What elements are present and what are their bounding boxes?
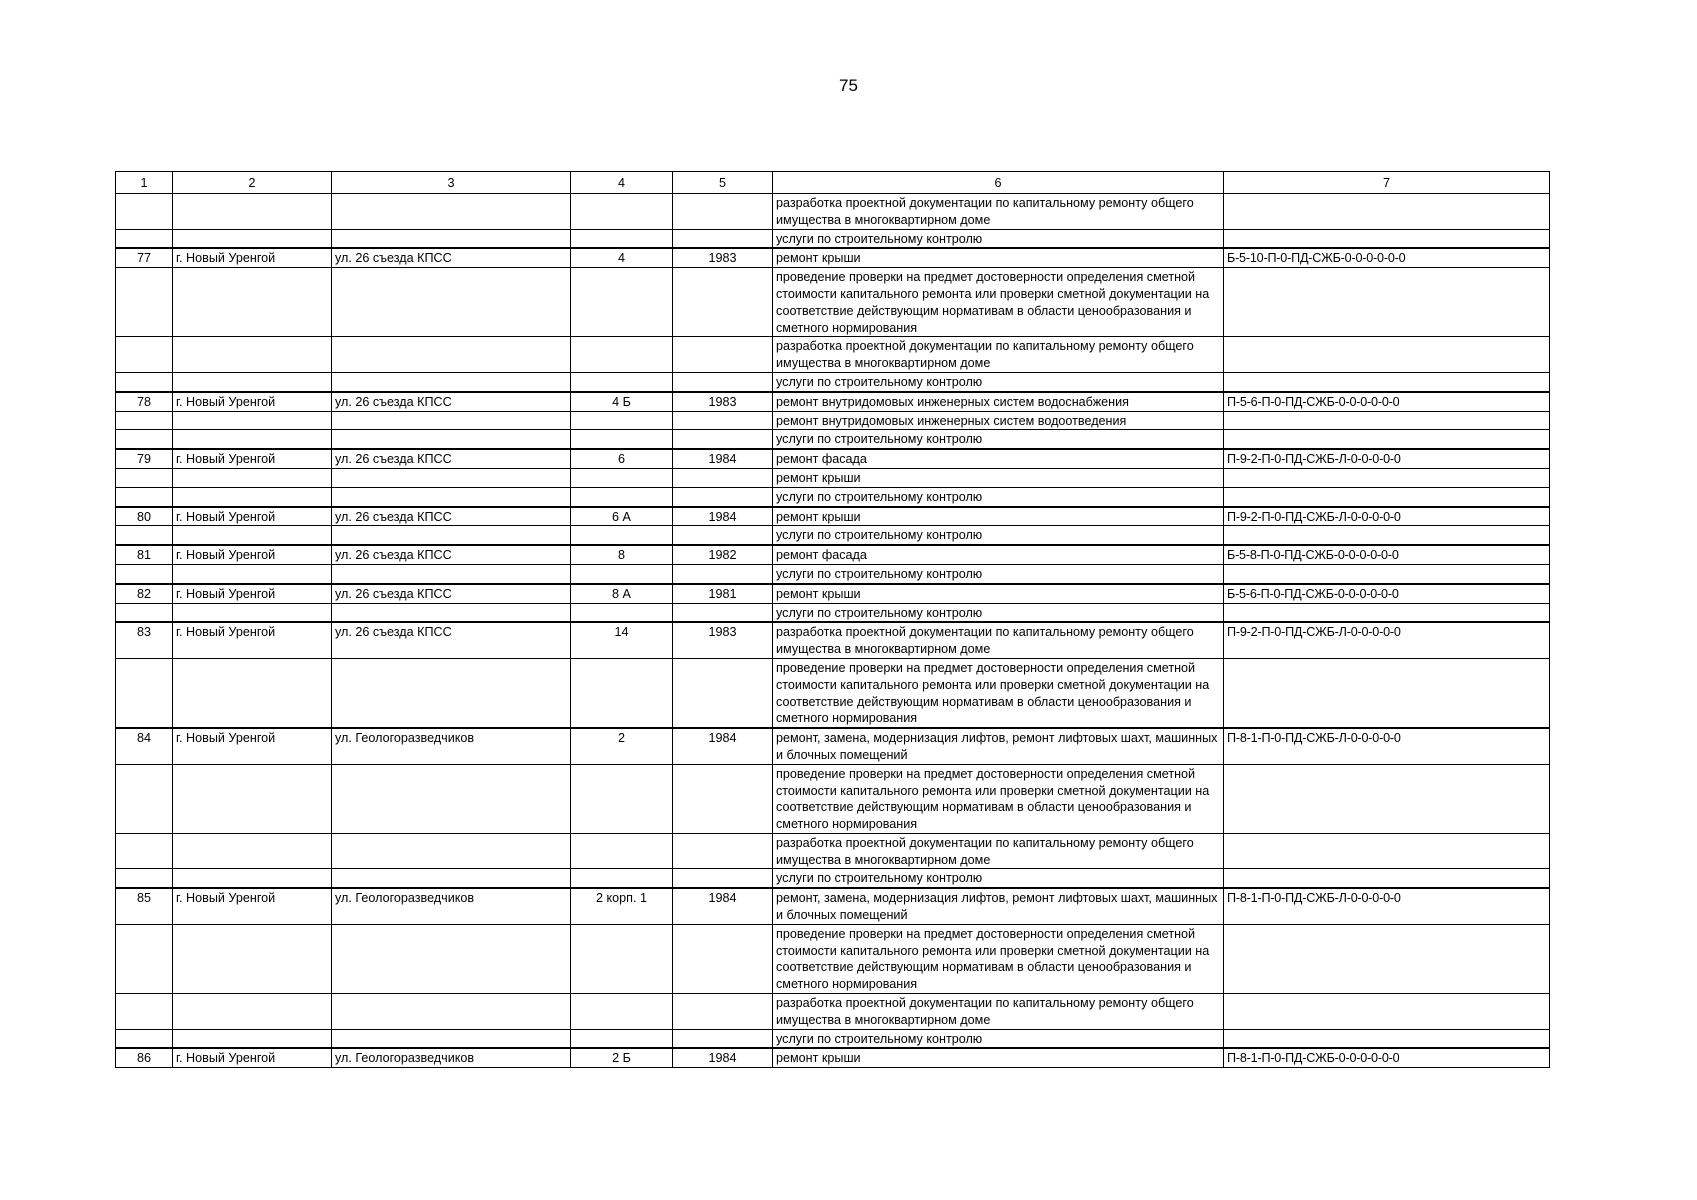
cell-city: г. Новый Уренгой: [173, 622, 332, 658]
header-col-6: 6: [773, 172, 1224, 194]
cell-city: [173, 603, 332, 622]
cell-street: [332, 411, 571, 430]
cell-work-type: услуги по строительному контролю: [773, 229, 1224, 248]
cell-city: [173, 924, 332, 993]
cell-year: [673, 268, 773, 337]
cell-number: [116, 229, 173, 248]
cell-city: г. Новый Уренгой: [173, 545, 332, 564]
cell-city: г. Новый Уренгой: [173, 449, 332, 468]
cell-building-code: [1224, 430, 1550, 449]
cell-number: 84: [116, 728, 173, 764]
cell-house: 2 корп. 1: [571, 888, 673, 924]
cell-year: [673, 764, 773, 833]
cell-house: 6 А: [571, 507, 673, 526]
cell-year: 1983: [673, 248, 773, 267]
cell-building-code: [1224, 564, 1550, 583]
cell-city: г. Новый Уренгой: [173, 1048, 332, 1067]
cell-city: [173, 764, 332, 833]
cell-year: 1983: [673, 392, 773, 411]
cell-house: [571, 194, 673, 230]
table-row: [116, 337, 1550, 373]
cell-work-type: ремонт, замена, модернизация лифтов, ремонт лифтовых шахт, машинных и блочных помещений: [773, 728, 1224, 764]
table-header: [116, 172, 1550, 194]
cell-year: 1981: [673, 584, 773, 603]
table-row: [116, 764, 1550, 833]
cell-building-code: [1224, 526, 1550, 545]
table-row: [116, 564, 1550, 583]
cell-year: 1984: [673, 888, 773, 924]
cell-house: [571, 468, 673, 487]
cell-building-code: [1224, 268, 1550, 337]
cell-building-code: [1224, 764, 1550, 833]
cell-building-code: [1224, 994, 1550, 1030]
cell-city: [173, 430, 332, 449]
cell-house: 2: [571, 728, 673, 764]
cell-street: [332, 994, 571, 1030]
table-row: [116, 392, 1550, 411]
cell-number: 82: [116, 584, 173, 603]
cell-work-type: ремонт, замена, модернизация лифтов, ремонт лифтовых шахт, машинных и блочных помещений: [773, 888, 1224, 924]
page-number: 75: [839, 76, 858, 95]
cell-number: [116, 1029, 173, 1048]
cell-work-type: услуги по строительному контролю: [773, 487, 1224, 506]
cell-work-type: проведение проверки на предмет достоверности определения сметной стоимости капитального ремонта или проверки сметной документации на соответствие действующим нормативам в области ценообразования и сметного нормирования: [773, 268, 1224, 337]
cell-building-code: Б-5-6-П-0-ПД-СЖБ-0-0-0-0-0-0: [1224, 584, 1550, 603]
cell-city: [173, 833, 332, 869]
cell-year: [673, 924, 773, 993]
cell-house: [571, 564, 673, 583]
cell-work-type: ремонт фасада: [773, 545, 1224, 564]
cell-work-type: услуги по строительному контролю: [773, 372, 1224, 391]
cell-number: [116, 372, 173, 391]
table-row: [116, 658, 1550, 728]
table-row: [116, 1048, 1550, 1067]
cell-building-code: П-9-2-П-0-ПД-СЖБ-Л-0-0-0-0-0: [1224, 449, 1550, 468]
cell-year: [673, 603, 773, 622]
cell-street: [332, 468, 571, 487]
cell-work-type: разработка проектной документации по капитальному ремонту общего имущества в многоквартирном доме: [773, 833, 1224, 869]
cell-number: [116, 337, 173, 373]
cell-house: [571, 658, 673, 728]
cell-number: [116, 468, 173, 487]
cell-city: г. Новый Уренгой: [173, 392, 332, 411]
cell-building-code: [1224, 833, 1550, 869]
table-row: [116, 526, 1550, 545]
table-row: [116, 268, 1550, 337]
cell-city: [173, 468, 332, 487]
cell-house: [571, 229, 673, 248]
cell-city: г. Новый Уренгой: [173, 888, 332, 924]
cell-city: [173, 268, 332, 337]
cell-year: [673, 869, 773, 888]
cell-city: [173, 487, 332, 506]
cell-building-code: П-8-1-П-0-ПД-СЖБ-0-0-0-0-0-0: [1224, 1048, 1550, 1067]
cell-work-type: ремонт крыши: [773, 248, 1224, 267]
cell-year: [673, 411, 773, 430]
header-row: [116, 172, 1550, 194]
cell-street: ул. 26 съезда КПСС: [332, 392, 571, 411]
cell-year: [673, 994, 773, 1030]
cell-house: [571, 603, 673, 622]
cell-number: 86: [116, 1048, 173, 1067]
cell-city: [173, 229, 332, 248]
table-row: [116, 372, 1550, 391]
cell-work-type: ремонт крыши: [773, 584, 1224, 603]
table-row: [116, 545, 1550, 564]
cell-street: ул. 26 съезда КПСС: [332, 545, 571, 564]
table-row: [116, 229, 1550, 248]
cell-year: [673, 658, 773, 728]
cell-house: 8 А: [571, 584, 673, 603]
cell-work-type: ремонт крыши: [773, 1048, 1224, 1067]
header-col-5: 5: [673, 172, 773, 194]
cell-work-type: проведение проверки на предмет достоверности определения сметной стоимости капитального ремонта или проверки сметной документации на соответствие действующим нормативам в области ценообразования и сметного нормирования: [773, 764, 1224, 833]
cell-work-type: разработка проектной документации по капитальному ремонту общего имущества в многоквартирном доме: [773, 194, 1224, 230]
cell-year: 1982: [673, 545, 773, 564]
cell-city: [173, 1029, 332, 1048]
cell-street: ул. 26 съезда КПСС: [332, 449, 571, 468]
cell-work-type: услуги по строительному контролю: [773, 526, 1224, 545]
cell-year: 1983: [673, 622, 773, 658]
cell-number: 85: [116, 888, 173, 924]
cell-number: [116, 564, 173, 583]
table-row: [116, 430, 1550, 449]
cell-work-type: ремонт крыши: [773, 468, 1224, 487]
cell-house: 8: [571, 545, 673, 564]
cell-building-code: П-9-2-П-0-ПД-СЖБ-Л-0-0-0-0-0: [1224, 622, 1550, 658]
cell-street: [332, 372, 571, 391]
cell-house: 14: [571, 622, 673, 658]
cell-number: [116, 924, 173, 993]
cell-number: [116, 268, 173, 337]
cell-street: ул. 26 съезда КПСС: [332, 622, 571, 658]
cell-number: [116, 658, 173, 728]
cell-building-code: [1224, 337, 1550, 373]
cell-street: [332, 337, 571, 373]
cell-city: [173, 526, 332, 545]
cell-house: [571, 487, 673, 506]
cell-work-type: разработка проектной документации по капитальному ремонту общего имущества в многоквартирном доме: [773, 337, 1224, 373]
cell-work-type: услуги по строительному контролю: [773, 603, 1224, 622]
cell-building-code: [1224, 194, 1550, 230]
cell-city: г. Новый Уренгой: [173, 507, 332, 526]
cell-street: [332, 229, 571, 248]
cell-work-type: ремонт крыши: [773, 507, 1224, 526]
cell-street: [332, 603, 571, 622]
cell-number: 81: [116, 545, 173, 564]
table-row: [116, 622, 1550, 658]
cell-building-code: [1224, 1029, 1550, 1048]
cell-work-type: ремонт внутридомовых инженерных систем водоотведения: [773, 411, 1224, 430]
cell-work-type: ремонт внутридомовых инженерных систем водоснабжения: [773, 392, 1224, 411]
repair-register-table: [115, 171, 1550, 1068]
cell-building-code: [1224, 658, 1550, 728]
cell-number: [116, 603, 173, 622]
table-row: [116, 507, 1550, 526]
cell-building-code: [1224, 229, 1550, 248]
cell-city: [173, 869, 332, 888]
cell-street: ул. 26 съезда КПСС: [332, 507, 571, 526]
header-col-3: 3: [332, 172, 571, 194]
cell-house: 6: [571, 449, 673, 468]
cell-city: [173, 564, 332, 583]
cell-house: 4 Б: [571, 392, 673, 411]
cell-work-type: услуги по строительному контролю: [773, 564, 1224, 583]
cell-year: [673, 1029, 773, 1048]
header-col-1: 1: [116, 172, 173, 194]
cell-building-code: П-8-1-П-0-ПД-СЖБ-Л-0-0-0-0-0: [1224, 728, 1550, 764]
table-row: [116, 194, 1550, 230]
cell-street: [332, 833, 571, 869]
table-row: [116, 603, 1550, 622]
cell-street: ул. Геологоразведчиков: [332, 728, 571, 764]
cell-city: [173, 337, 332, 373]
cell-year: [673, 430, 773, 449]
cell-city: г. Новый Уренгой: [173, 248, 332, 267]
cell-building-code: [1224, 603, 1550, 622]
cell-number: [116, 430, 173, 449]
cell-work-type: разработка проектной документации по капитальному ремонту общего имущества в многоквартирном доме: [773, 994, 1224, 1030]
cell-year: 1984: [673, 507, 773, 526]
table-row: [116, 1029, 1550, 1048]
cell-city: [173, 994, 332, 1030]
cell-street: [332, 564, 571, 583]
table-row: [116, 869, 1550, 888]
cell-house: [571, 764, 673, 833]
cell-city: [173, 658, 332, 728]
cell-house: [571, 1029, 673, 1048]
cell-number: [116, 994, 173, 1030]
table-row: [116, 728, 1550, 764]
cell-street: [332, 268, 571, 337]
cell-city: [173, 194, 332, 230]
cell-number: 83: [116, 622, 173, 658]
cell-street: [332, 764, 571, 833]
cell-building-code: Б-5-10-П-0-ПД-СЖБ-0-0-0-0-0-0: [1224, 248, 1550, 267]
cell-number: 77: [116, 248, 173, 267]
cell-year: [673, 526, 773, 545]
cell-street: [332, 526, 571, 545]
cell-street: [332, 487, 571, 506]
cell-house: [571, 268, 673, 337]
cell-house: [571, 869, 673, 888]
cell-street: [332, 924, 571, 993]
cell-work-type: разработка проектной документации по капитальному ремонту общего имущества в многоквартирном доме: [773, 622, 1224, 658]
cell-year: [673, 194, 773, 230]
cell-house: [571, 411, 673, 430]
cell-street: [332, 658, 571, 728]
table-row: [116, 888, 1550, 924]
table-body: [116, 194, 1550, 1068]
cell-number: [116, 526, 173, 545]
table-row: [116, 924, 1550, 993]
cell-number: [116, 487, 173, 506]
cell-work-type: услуги по строительному контролю: [773, 430, 1224, 449]
table-row: [116, 833, 1550, 869]
cell-building-code: [1224, 924, 1550, 993]
table-row: [116, 487, 1550, 506]
cell-year: [673, 833, 773, 869]
table-row: [116, 248, 1550, 267]
cell-number: [116, 764, 173, 833]
cell-house: [571, 994, 673, 1030]
table-row: [116, 584, 1550, 603]
cell-work-type: ремонт фасада: [773, 449, 1224, 468]
cell-building-code: П-8-1-П-0-ПД-СЖБ-Л-0-0-0-0-0: [1224, 888, 1550, 924]
cell-street: [332, 194, 571, 230]
cell-year: [673, 229, 773, 248]
cell-house: [571, 833, 673, 869]
cell-house: 4: [571, 248, 673, 267]
cell-number: [116, 869, 173, 888]
cell-street: [332, 430, 571, 449]
cell-year: 1984: [673, 1048, 773, 1067]
cell-street: ул. 26 съезда КПСС: [332, 248, 571, 267]
cell-building-code: [1224, 869, 1550, 888]
cell-house: [571, 372, 673, 391]
cell-city: г. Новый Уренгой: [173, 584, 332, 603]
cell-street: ул. Геологоразведчиков: [332, 1048, 571, 1067]
cell-building-code: [1224, 372, 1550, 391]
cell-city: г. Новый Уренгой: [173, 728, 332, 764]
cell-number: 80: [116, 507, 173, 526]
table-row: [116, 468, 1550, 487]
cell-number: [116, 411, 173, 430]
cell-house: [571, 526, 673, 545]
cell-year: [673, 564, 773, 583]
cell-building-code: [1224, 487, 1550, 506]
header-col-7: 7: [1224, 172, 1550, 194]
cell-work-type: услуги по строительному контролю: [773, 869, 1224, 888]
cell-building-code: П-5-6-П-0-ПД-СЖБ-0-0-0-0-0-0: [1224, 392, 1550, 411]
cell-street: ул. Геологоразведчиков: [332, 888, 571, 924]
cell-work-type: проведение проверки на предмет достоверности определения сметной стоимости капитального ремонта или проверки сметной документации на соответствие действующим нормативам в области ценообразования и сметного нормирования: [773, 924, 1224, 993]
cell-number: [116, 194, 173, 230]
cell-street: ул. 26 съезда КПСС: [332, 584, 571, 603]
cell-year: [673, 337, 773, 373]
cell-year: 1984: [673, 449, 773, 468]
cell-number: [116, 833, 173, 869]
cell-work-type: проведение проверки на предмет достоверности определения сметной стоимости капитального ремонта или проверки сметной документации на соответствие действующим нормативам в области ценообразования и сметного нормирования: [773, 658, 1224, 728]
header-col-4: 4: [571, 172, 673, 194]
cell-year: [673, 487, 773, 506]
cell-work-type: услуги по строительному контролю: [773, 1029, 1224, 1048]
cell-street: [332, 1029, 571, 1048]
table-row: [116, 411, 1550, 430]
cell-building-code: П-9-2-П-0-ПД-СЖБ-Л-0-0-0-0-0: [1224, 507, 1550, 526]
cell-building-code: Б-5-8-П-0-ПД-СЖБ-0-0-0-0-0-0: [1224, 545, 1550, 564]
cell-year: [673, 372, 773, 391]
cell-house: [571, 924, 673, 993]
cell-city: [173, 372, 332, 391]
cell-number: 79: [116, 449, 173, 468]
cell-city: [173, 411, 332, 430]
cell-house: [571, 337, 673, 373]
cell-building-code: [1224, 468, 1550, 487]
table-row: [116, 994, 1550, 1030]
cell-house: [571, 430, 673, 449]
cell-building-code: [1224, 411, 1550, 430]
cell-year: [673, 468, 773, 487]
header-col-2: 2: [173, 172, 332, 194]
cell-street: [332, 869, 571, 888]
cell-year: 1984: [673, 728, 773, 764]
table-row: [116, 449, 1550, 468]
cell-house: 2 Б: [571, 1048, 673, 1067]
cell-number: 78: [116, 392, 173, 411]
